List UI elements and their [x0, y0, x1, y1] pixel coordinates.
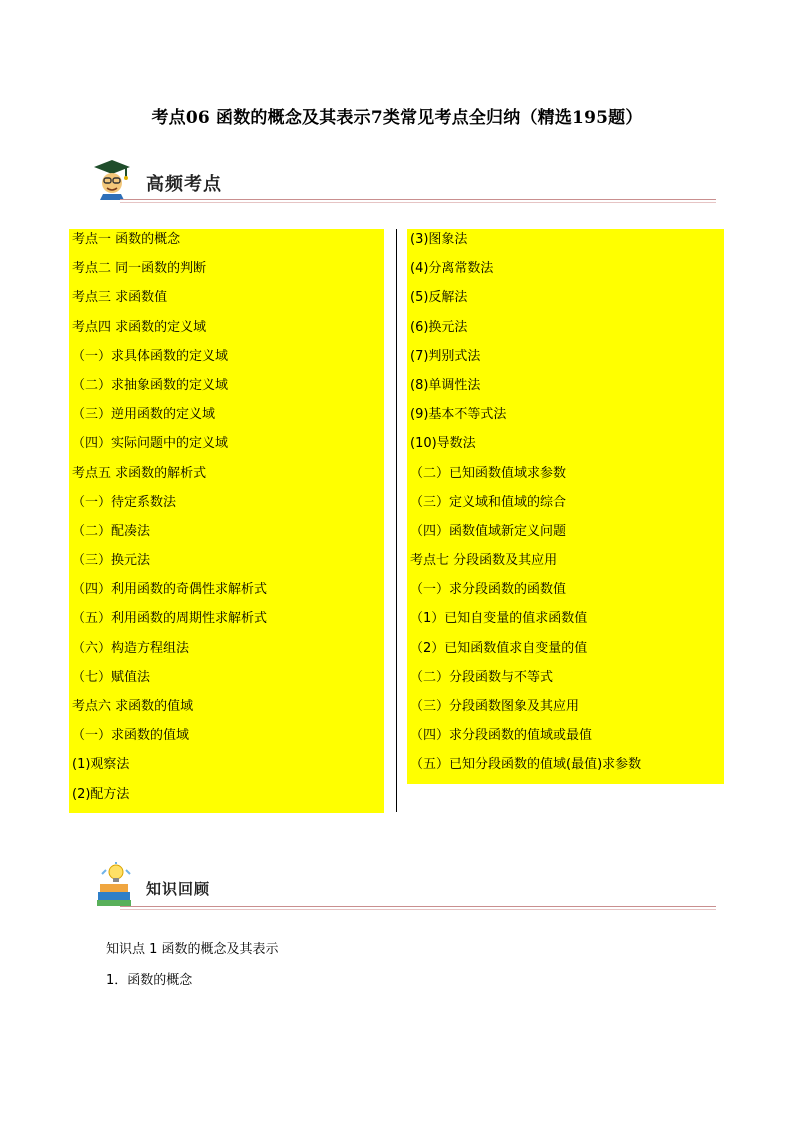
topic-item: （四）利用函数的奇偶性求解析式 [72, 582, 268, 598]
topic-item: （六）构造方程组法 [72, 640, 190, 656]
topic-item: （五）利用函数的周期性求解析式 [72, 611, 268, 627]
topic-item: (7)判别式法 [410, 348, 481, 364]
section-header-knowledge-review [90, 862, 716, 912]
topic-item: （二）已知函数值域求参数 [410, 465, 567, 481]
knowledge-subheading: 1．函数的概念 [106, 973, 193, 988]
topic-item: （一）待定系数法 [72, 494, 177, 510]
topic-item: 考点七 分段函数及其应用 [410, 553, 558, 569]
knowledge-point-title: 知识点 1 函数的概念及其表示 [106, 942, 279, 957]
topic-item: （1）已知自变量的值求函数值 [410, 611, 588, 627]
topic-item: （三）分段函数图象及其应用 [410, 699, 580, 714]
topic-item: 考点一 函数的概念 [72, 232, 181, 247]
topic-list-left [69, 229, 384, 813]
topic-item: （三）逆用函数的定义域 [72, 407, 216, 423]
topic-item: （四）函数值域新定义问题 [410, 523, 567, 539]
document-title: 考点06 函数的概念及其表示7类常见考点全归纳（精选195题） [151, 108, 643, 128]
topic-item: （二）配凑法 [72, 523, 151, 539]
topic-item: 考点五 求函数的解析式 [72, 465, 207, 481]
topic-item: 考点三 求函数值 [72, 290, 168, 306]
topic-item: 考点四 求函数的定义域 [72, 319, 207, 335]
topic-item: 考点六 求函数的值域 [72, 699, 194, 714]
topic-item: (10)导数法 [410, 436, 476, 452]
topic-item: (1)观察法 [72, 757, 130, 773]
books-lightbulb-icon [94, 862, 138, 908]
topic-item: （二）求抽象函数的定义域 [72, 377, 229, 393]
topic-item: （四）求分段函数的值域或最值 [410, 728, 593, 744]
topic-item: (9)基本不等式法 [410, 407, 507, 423]
topic-item: (4)分离常数法 [410, 261, 494, 277]
topic-item: （一）求函数的值域 [72, 728, 190, 744]
section-header-high-frequency [90, 158, 716, 208]
section-title-knowledge-review: 知识回顾 [146, 880, 211, 898]
topic-item: (8)单调性法 [410, 377, 481, 393]
topic-item: （五）已知分段函数的值域(最值)求参数 [410, 757, 642, 773]
topic-item: (6)换元法 [410, 319, 468, 335]
topic-item: （三）换元法 [72, 553, 151, 569]
topic-item: （一）求具体函数的定义域 [72, 348, 229, 364]
topic-item: （三）定义域和值域的综合 [410, 494, 567, 510]
graduate-cap-icon [92, 158, 132, 200]
topic-item: （二）分段函数与不等式 [410, 669, 554, 685]
topic-item: (5)反解法 [410, 290, 468, 306]
section-title-high-frequency: 高频考点 [146, 174, 222, 195]
topic-item: (2)配方法 [72, 786, 130, 802]
topic-item: （2）已知函数值求自变量的值 [410, 640, 588, 656]
topic-item: 考点二 同一函数的判断 [72, 261, 207, 277]
column-divider [396, 229, 397, 812]
topic-item: （四）实际问题中的定义域 [72, 436, 229, 452]
topic-item: （七）赋值法 [72, 669, 151, 685]
topic-item: （一）求分段函数的函数值 [410, 582, 567, 598]
topic-item: (3)图象法 [410, 232, 468, 247]
topic-list-right [407, 229, 724, 784]
